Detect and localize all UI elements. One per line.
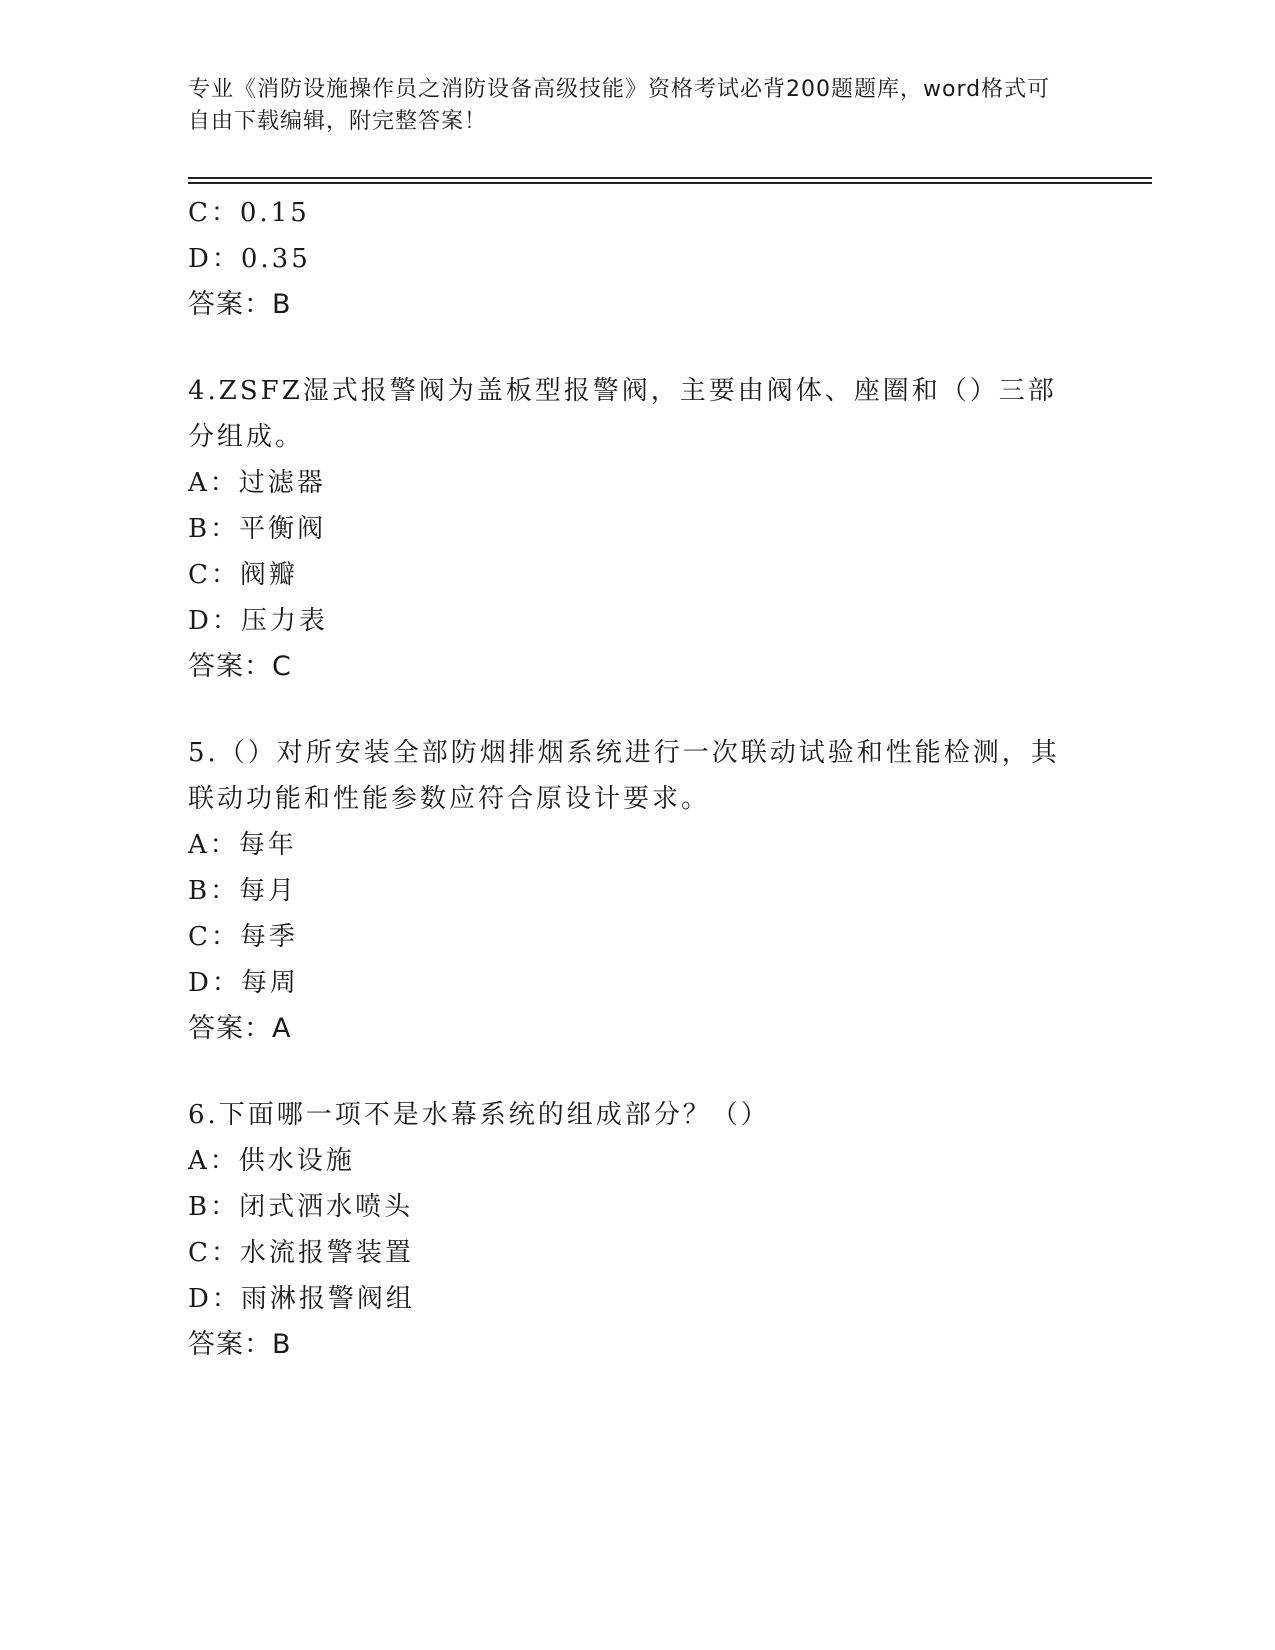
question-list — [188, 190, 1088, 1368]
answer-line: 答案：B — [188, 289, 292, 320]
question-5 — [188, 730, 1088, 1052]
option-c: C：阀瓣 — [188, 560, 298, 590]
answer-line: 答案：C — [188, 651, 292, 682]
question-3-tail — [188, 190, 1088, 328]
answer-line: 答案：A — [188, 1013, 292, 1044]
option-a: A：供水设施 — [188, 1146, 355, 1176]
option-c: C：0.15 — [188, 198, 310, 228]
question-stem: 5.（）对所安装全部防烟排烟系统进行一次联动试验和性能检测，其联动功能和性能参数应符合原设计要求。 — [188, 738, 1060, 814]
question-stem: 6.下面哪一项不是水幕系统的组成部分？（） — [188, 1100, 770, 1130]
answer-line: 答案：B — [188, 1329, 292, 1360]
option-d: D：每周 — [188, 968, 299, 998]
option-d: D：压力表 — [188, 606, 328, 636]
header-divider-top — [188, 177, 1152, 179]
spacer — [188, 690, 1088, 730]
spacer — [188, 1052, 1088, 1092]
option-b: B：闭式洒水喷头 — [188, 1192, 414, 1222]
option-b: B：每月 — [188, 876, 298, 906]
question-4 — [188, 368, 1088, 690]
option-d: D：雨淋报警阀组 — [188, 1284, 415, 1314]
option-c: C：水流报警装置 — [188, 1238, 414, 1268]
question-6 — [188, 1092, 1088, 1368]
option-b: B：平衡阀 — [188, 514, 327, 544]
option-d: D：0.35 — [188, 244, 311, 274]
option-a: A：每年 — [188, 830, 297, 860]
option-a: A：过滤器 — [188, 468, 326, 498]
option-c: C：每季 — [188, 922, 298, 952]
header-divider-bottom — [188, 182, 1152, 184]
spacer — [188, 328, 1088, 368]
question-stem: 4.ZSFZ湿式报警阀为盖板型报警阀，主要由阀体、座圈和（）三部分组成。 — [188, 376, 1057, 452]
document-header: 专业《消防设施操作员之消防设备高级技能》资格考试必背200题题库，word格式可自由下载编辑，附完整答案！ — [188, 77, 1051, 134]
